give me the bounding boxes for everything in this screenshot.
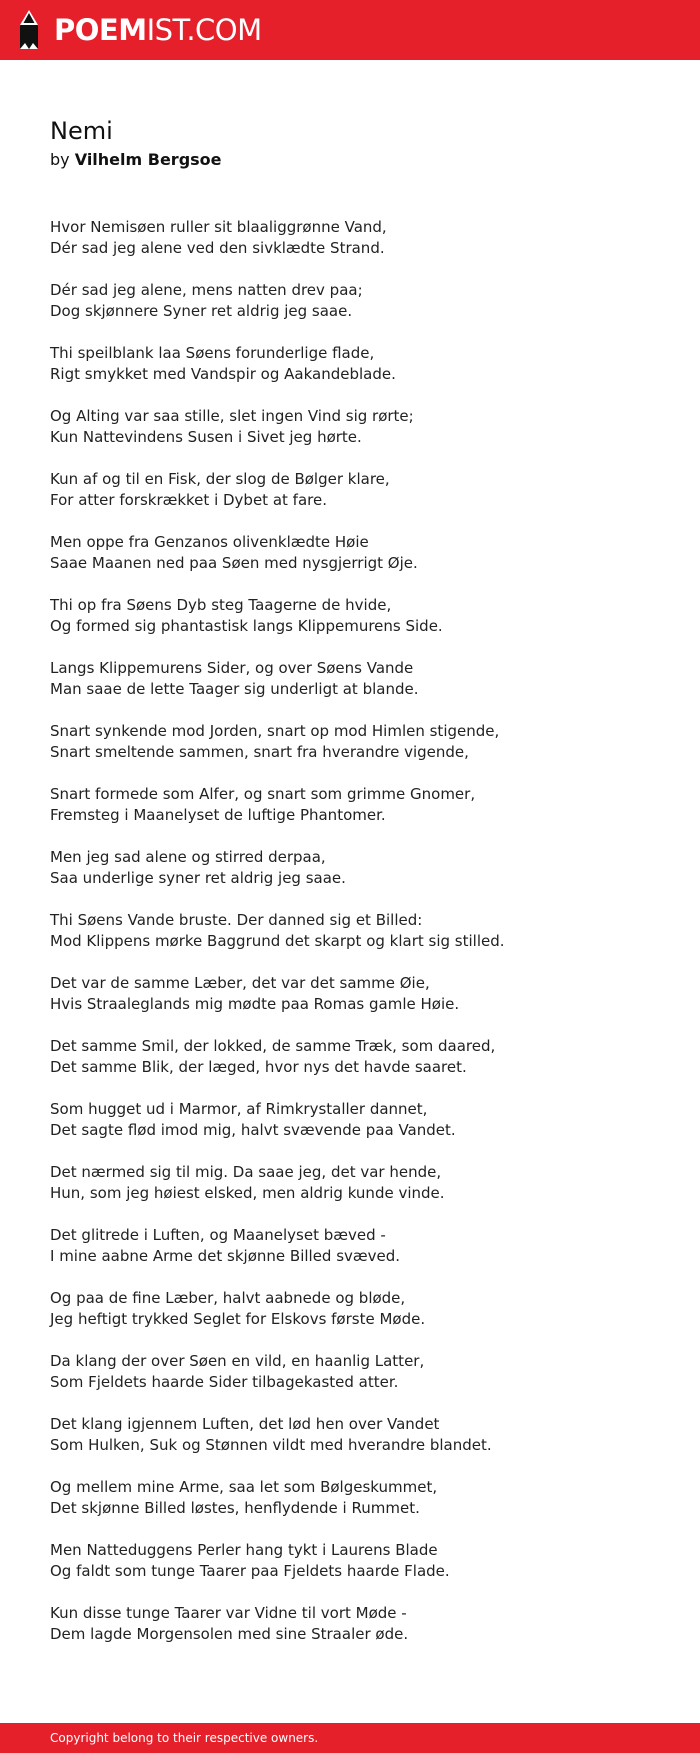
poem-line: Snart formede som Alfer, og snart som grimme Gnomer, xyxy=(50,785,476,803)
poem-line: Saae Maanen ned paa Søen med nysgjerrigt Øje. xyxy=(50,554,418,572)
poem-line: Thi op fra Søens Dyb steg Taagerne de hvide, xyxy=(50,596,392,614)
poem-line: Det var de samme Læber, det var det samme Øie, xyxy=(50,974,430,992)
poem-line: I mine aabne Arme det skjønne Billed svæved. xyxy=(50,1247,401,1265)
poem-line: Det skjønne Billed løstes, henflydende i Rummet. xyxy=(50,1499,420,1517)
poem-line: Dér sad jeg alene ved den sivklædte Strand. xyxy=(50,239,385,257)
poem-line: Men Natteduggens Perler hang tykt i Laurens Blade xyxy=(50,1541,438,1559)
poem-line: Snart smeltende sammen, snart fra hverandre vigende, xyxy=(50,743,469,761)
poem-line: Som Hulken, Suk og Stønnen vildt med hverandre blandet. xyxy=(50,1436,492,1454)
poem-stanza xyxy=(50,406,670,448)
poem-line: Hun, som jeg høiest elsked, men aldrig kunde vinde. xyxy=(50,1184,445,1202)
poem-stanza xyxy=(50,658,670,700)
poem-stanza xyxy=(50,1540,670,1582)
poem-stanza xyxy=(50,973,670,1015)
site-header xyxy=(0,0,700,60)
poem-line: Det glitrede i Luften, og Maanelyset bæved - xyxy=(50,1226,386,1244)
poem-line: Hvor Nemisøen ruller sit blaaliggrønne Vand, xyxy=(50,218,387,236)
poem-stanza xyxy=(50,1414,670,1456)
poem-line: Og Alting var saa stille, slet ingen Vind sig rørte; xyxy=(50,407,414,425)
poem-line: Hvis Straaleglands mig mødte paa Romas gamle Høie. xyxy=(50,995,460,1013)
poem-line: Det sagte flød imod mig, halvt svævende paa Vandet. xyxy=(50,1121,456,1139)
poem-line: Og paa de fine Læber, halvt aabnede og bløde, xyxy=(50,1289,406,1307)
poem-line: Mod Klippens mørke Baggrund det skarpt og klart sig stilled. xyxy=(50,932,505,950)
poem-line: Det nærmed sig til mig. Da saae jeg, det var hende, xyxy=(50,1163,442,1181)
poem-stanza xyxy=(50,343,670,385)
poem-stanza xyxy=(50,1162,670,1204)
site-logo-text xyxy=(54,12,262,47)
logo-text-light: IST.COM xyxy=(146,12,262,47)
poem-stanza xyxy=(50,1288,670,1330)
poem-line: Men jeg sad alene og stirred derpaa, xyxy=(50,848,326,866)
poem-line: Jeg heftigt trykked Seglet for Elskovs første Møde. xyxy=(50,1310,426,1328)
poem-stanza xyxy=(50,1351,670,1393)
poem-content xyxy=(50,114,670,1666)
poem-stanza xyxy=(50,217,670,259)
poem-line: Og formed sig phantastisk langs Klippemurens Side. xyxy=(50,617,443,635)
poem-line: Dog skjønnere Syner ret aldrig jeg saae. xyxy=(50,302,353,320)
poem-line: Kun disse tunge Taarer var Vidne til vort Møde - xyxy=(50,1604,407,1622)
poem-line: Det klang igjennem Luften, det lød hen over Vandet xyxy=(50,1415,440,1433)
poem-line: Langs Klippemurens Sider, og over Søens Vande xyxy=(50,659,414,677)
poem-line: Som Fjeldets haarde Sider tilbagekasted atter. xyxy=(50,1373,399,1391)
poem-line: Og mellem mine Arme, saa let som Bølgeskummet, xyxy=(50,1478,438,1496)
logo-text-bold: POEM xyxy=(54,12,147,47)
poem-stanza xyxy=(50,1225,670,1267)
site-logo-link[interactable] xyxy=(16,9,262,51)
site-footer xyxy=(0,1723,700,1753)
poem-line: Man saae de lette Taager sig underligt at blande. xyxy=(50,680,419,698)
poem-title: Nemi xyxy=(50,117,113,145)
poem-line: Kun Nattevindens Susen i Sivet jeg hørte. xyxy=(50,428,362,446)
poem-stanza xyxy=(50,1477,670,1519)
poem-stanza xyxy=(50,910,670,952)
poem-line: Det samme Smil, der lokked, de samme Træk, som daared, xyxy=(50,1037,496,1055)
poem-line: Thi Søens Vande bruste. Der danned sig et Billed: xyxy=(50,911,423,929)
copyright-text: Copyright belong to their respective owners. xyxy=(50,1731,319,1745)
poem-line: Dem lagde Morgensolen med sine Straaler øde. xyxy=(50,1625,409,1643)
poem-line: Fremsteg i Maanelyset de luftige Phantomer. xyxy=(50,806,386,824)
poem-byline xyxy=(50,149,670,171)
poem-stanza xyxy=(50,595,670,637)
poem-stanza xyxy=(50,1099,670,1141)
poem-stanza xyxy=(50,1036,670,1078)
byline-prefix: by xyxy=(50,150,70,169)
poem-line: Snart synkende mod Jorden, snart op mod Himlen stigende, xyxy=(50,722,500,740)
poem-line: Men oppe fra Genzanos olivenklædte Høie xyxy=(50,533,369,551)
poem-line: Da klang der over Søen en vild, en haanlig Latter, xyxy=(50,1352,425,1370)
poem-line: Det samme Blik, der læged, hvor nys det havde saaret. xyxy=(50,1058,467,1076)
poem-stanza xyxy=(50,280,670,322)
poem-line: Kun af og til en Fisk, der slog de Bølger klare, xyxy=(50,470,390,488)
pencil-icon xyxy=(16,9,42,51)
poem-line: Som hugget ud i Marmor, af Rimkrystaller dannet, xyxy=(50,1100,428,1118)
poem-stanza xyxy=(50,532,670,574)
poem-body xyxy=(50,217,670,1645)
poem-stanza xyxy=(50,721,670,763)
poem-author[interactable]: Vilhelm Bergsoe xyxy=(74,150,222,169)
poem-line: Dér sad jeg alene, mens natten drev paa; xyxy=(50,281,363,299)
poem-line: Og faldt som tunge Taarer paa Fjeldets haarde Flade. xyxy=(50,1562,450,1580)
poem-stanza xyxy=(50,469,670,511)
poem-line: For atter forskrækket i Dybet at fare. xyxy=(50,491,327,509)
poem-stanza xyxy=(50,784,670,826)
poem-line: Rigt smykket med Vandspir og Aakandeblade. xyxy=(50,365,396,383)
poem-line: Saa underlige syner ret aldrig jeg saae. xyxy=(50,869,346,887)
poem-stanza xyxy=(50,1603,670,1645)
poem-line: Thi speilblank laa Søens forunderlige flade, xyxy=(50,344,375,362)
poem-stanza xyxy=(50,847,670,889)
